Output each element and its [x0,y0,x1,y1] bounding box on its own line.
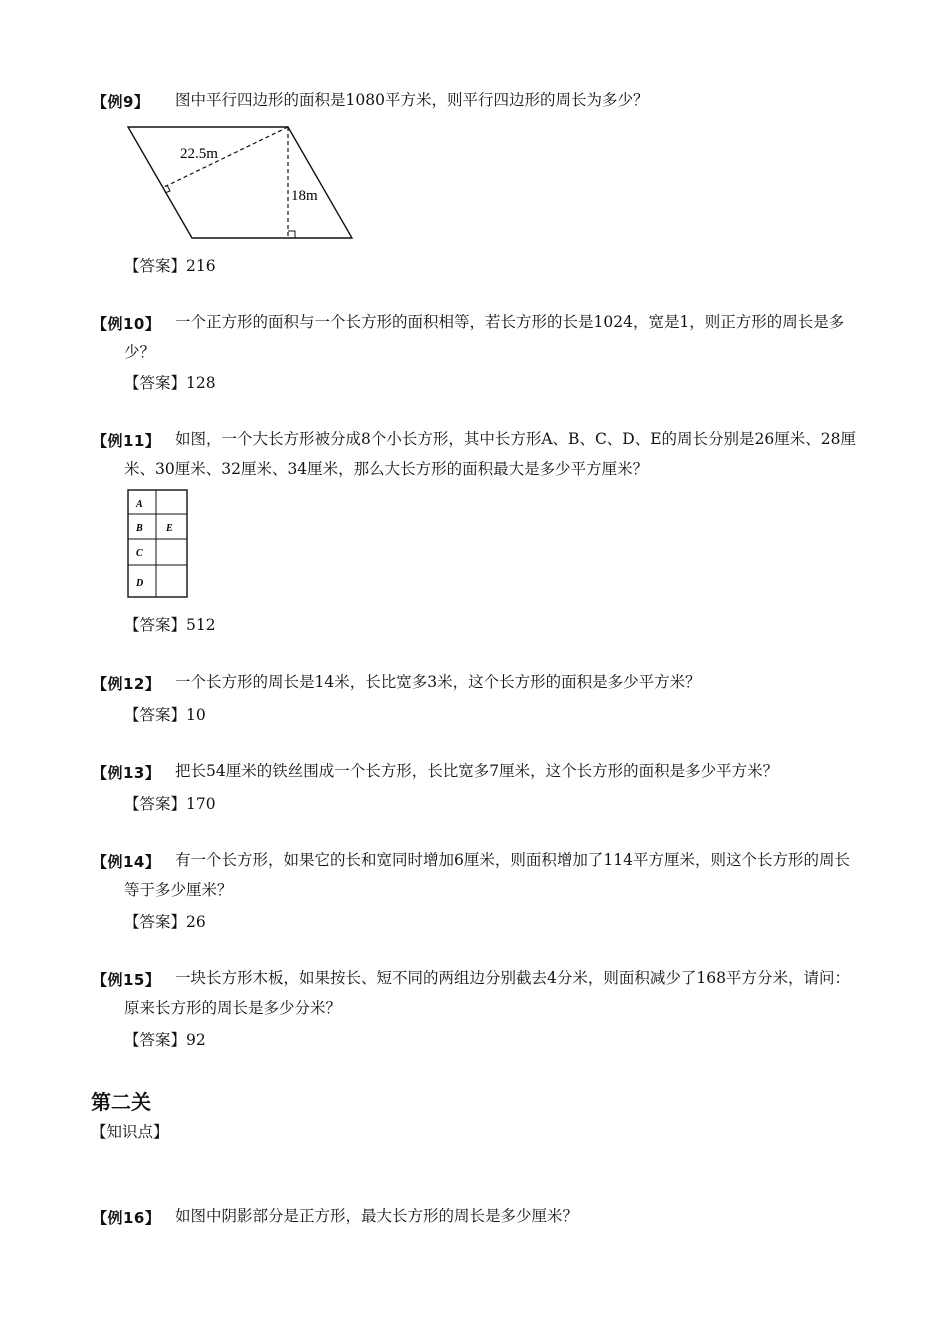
parallelogram-figure [120,118,360,244]
section-title: 第二关 [91,1090,151,1114]
example-14-label: 【例14】 [92,853,161,871]
example-14-question: 有一个长方形，如果它的长和宽同时增加6厘米，则面积增加了114平方厘米，则这个长方形的周长等于多少厘米？ [124,851,850,899]
example-11-label: 【例11】 [92,432,161,450]
example-16-label: 【例16】 [92,1209,161,1227]
example-10-question: 一个正方形的面积与一个长方形的面积相等，若长方形的长是1024，宽是1，则正方形的周长是多少？ [124,313,845,361]
cell-label-c: C [136,548,143,559]
example-12-answer: 【答案】10 [124,706,206,724]
slant-height-label: 22.5m [180,146,218,162]
example-13-question: 把长54厘米的铁丝围成一个长方形，长比宽多7厘米，这个长方形的面积是多少平方米？ [175,762,779,780]
vertical-height-label: 18m [291,188,318,204]
grid-figure [126,488,190,600]
example-9-answer: 【答案】216 [124,257,216,275]
cell-label-e: E [166,523,173,534]
example-11-answer: 【答案】512 [124,616,216,634]
example-14-answer: 【答案】26 [124,913,206,931]
example-15-question: 一块长方形木板，如果按长、短不同的两组边分别截去4分米，则面积减少了168平方分米，请问：原来长方形的周长是多少分米？ [124,969,850,1017]
example-16-question: 如图中阴影部分是正方形，最大长方形的周长是多少厘米？ [175,1207,579,1225]
example-12-label: 【例12】 [92,675,161,693]
example-9-label: 【例9】 [92,93,150,111]
example-13-answer: 【答案】170 [124,795,216,813]
example-10-answer: 【答案】128 [124,374,216,392]
cell-label-a: A [136,499,143,510]
knowledge-point-label: 【知识点】 [91,1123,169,1141]
example-12-question: 一个长方形的周长是14米，长比宽多3米，这个长方形的面积是多少平方米？ [175,673,701,691]
example-13-label: 【例13】 [92,764,161,782]
cell-label-b: B [136,523,143,534]
example-9-question: 图中平行四边形的面积是1080平方米，则平行四边形的周长为多少？ [175,91,649,109]
parallelogram-shape [128,127,352,238]
cell-label-d: D [136,578,144,589]
example-10-label: 【例10】 [92,315,161,333]
example-11-question: 如图，一个大长方形被分成8个小长方形，其中长方形A、B、C、D、E的周长分别是26厘米、28厘米、30厘米、32厘米、34厘米，那么大长方形的面积最大是多少平方厘米？ [124,430,856,478]
example-15-label: 【例15】 [92,971,161,989]
example-15-answer: 【答案】92 [124,1031,206,1049]
right-angle-mark-bottom [288,231,295,238]
